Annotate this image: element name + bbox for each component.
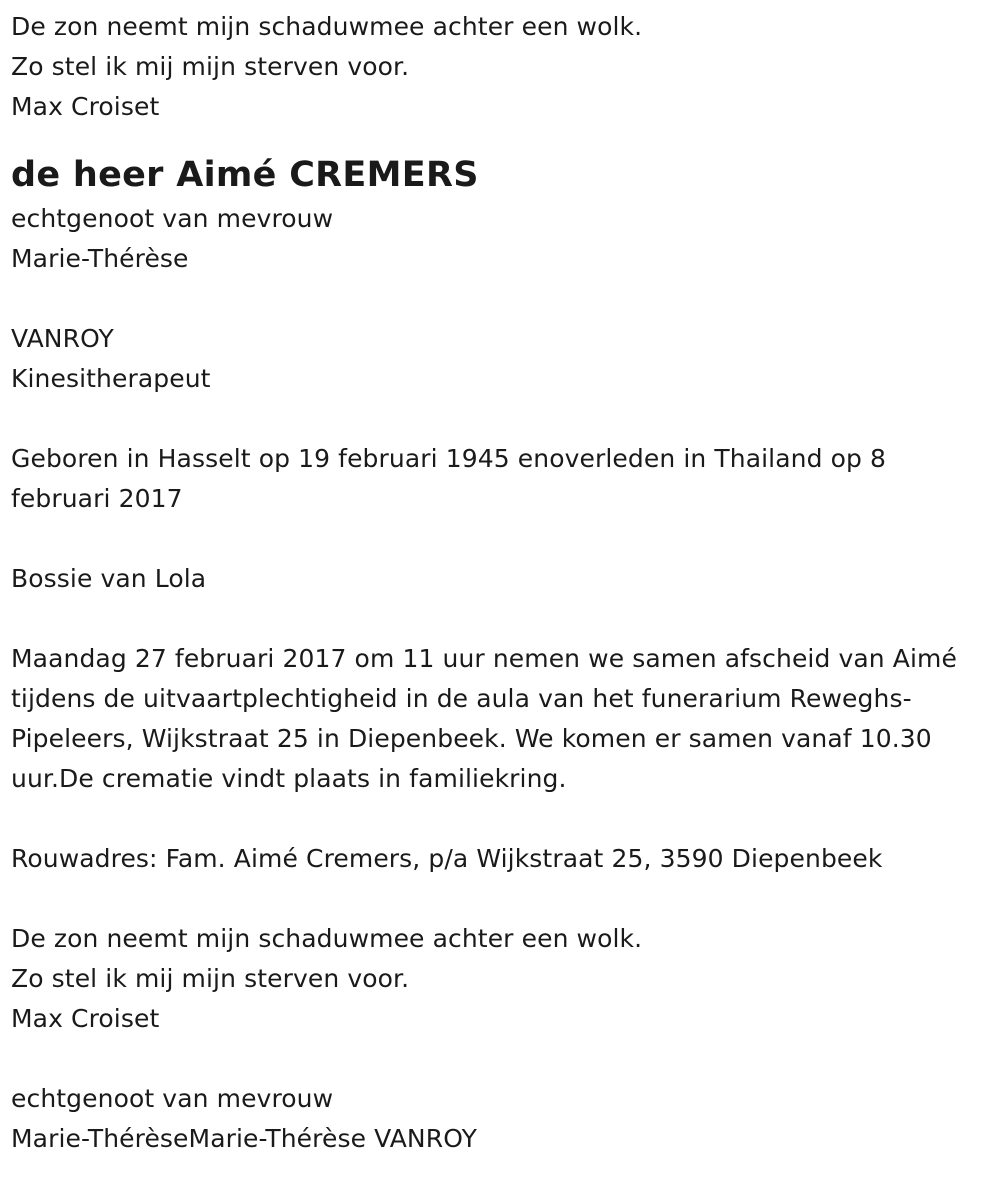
obituary-document [11, 0, 996, 1159]
spacer [11, 1039, 996, 1079]
quote-line-2: Zo stel ik mij mijn sterven voor. [11, 52, 410, 81]
top-quote [11, 7, 996, 127]
spacer [11, 599, 996, 639]
footer-spouse-intro: echtgenoot van mevrouw [11, 1084, 334, 1113]
quote-author: Max Croiset [11, 1004, 160, 1033]
ceremony-line-4: uur.De crematie vindt plaats in familiekring. [11, 764, 567, 793]
spacer [11, 879, 996, 919]
deceased-name: de heer Aimé CREMERS [11, 155, 479, 195]
nickname: Bossie van Lola [11, 564, 207, 593]
ceremony-line-2: tijdens de uitvaartplechtigheid in de aula van het funerarium Reweghs- [11, 684, 912, 713]
spouse-intro: echtgenoot van mevrouw [11, 204, 334, 233]
footer-spouse-names: Marie-ThérèseMarie-Thérèse VANROY [11, 1124, 477, 1153]
bottom-quote [11, 919, 996, 1039]
ceremony-line-1: Maandag 27 februari 2017 om 11 uur nemen we samen afscheid van Aimé [11, 644, 957, 673]
spouse-first-name: Marie-Thérèse [11, 244, 189, 273]
quote-line-1: De zon neemt mijn schaduwmee achter een wolk. [11, 924, 643, 953]
spouse-last-name: VANROY [11, 324, 114, 353]
spacer [11, 799, 996, 839]
profession: Kinesitherapeut [11, 364, 211, 393]
ceremony-line-3: Pipeleers, Wijkstraat 25 in Diepenbeek. We komen er samen vanaf 10.30 [11, 724, 932, 753]
birth-death-line-1: Geboren in Hasselt op 19 februari 1945 enoverleden in Thailand op 8 [11, 444, 887, 473]
spacer [11, 279, 996, 319]
quote-line-1: De zon neemt mijn schaduwmee achter een wolk. [11, 12, 643, 41]
mourning-address: Rouwadres: Fam. Aimé Cremers, p/a Wijkstraat 25, 3590 Diepenbeek [11, 844, 883, 873]
spacer [11, 519, 996, 559]
spacer [11, 399, 996, 439]
quote-author: Max Croiset [11, 92, 160, 121]
birth-death-line-2: februari 2017 [11, 484, 183, 513]
quote-line-2: Zo stel ik mij mijn sterven voor. [11, 964, 410, 993]
